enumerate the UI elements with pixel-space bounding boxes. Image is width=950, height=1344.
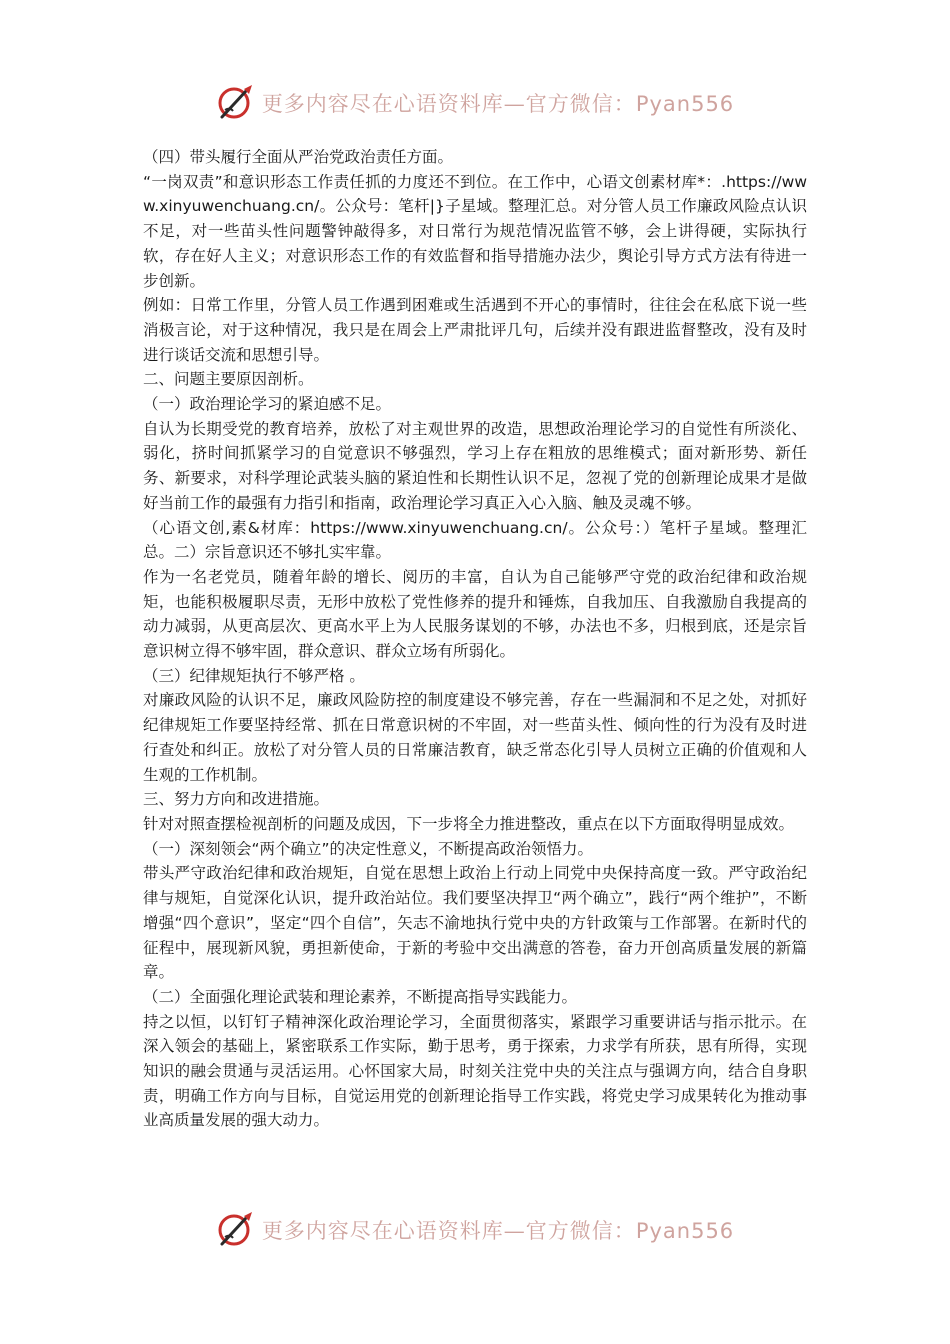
subsection-heading: （一）深刻领会“两个确立”的决定性意义，不断提高政治领悟力。: [143, 839, 594, 858]
paragraph: 持之以恒，以钉钉子精神深化政治理论学习，全面贯彻落实，紧跟学习重要讲话与指示批示。在深入领会的基础上，紧密联系工作实际，勤于思考，勇于探索，力求学有所获，思有所得，实现知识的融会贯通与灵活运用。心怀国家大局，时刻关注党中央的关注点与强调方向，结合自身职责，明确工作方向与目标，自觉运用党的创新理论指导工作实践，将党史学习成果转化为推动事业高质量发展的强大动力。: [143, 1012, 807, 1130]
header-watermark-banner: [0, 81, 950, 125]
section-heading: 二、问题主要原因剖析。: [143, 370, 314, 389]
paragraph: 例如：日常工作里，分管人员工作遇到困难或生活遇到不开心的事情时，往往会在私底下说一些消极言论，对于这种情况，我只是在周会上严肃批评几句，后续并没有跟进监督整改，没有及时进行谈话交流和思想引导。: [143, 296, 807, 364]
paragraph: 自认为长期受党的教育培养，放松了对主观世界的改造，思想政治理论学习的自觉性有所淡化、弱化，挤时间抓紧学习的自觉意识不够强烈，学习上存在粗放的思维模式；面对新形势、新任务、新要求，对科学理论武装头脑的紧迫性和长期性认识不足，忽视了党的创新理论成果才是做好当前工作的最强有力指引和指南，政治理论学习真正入心入脑、触及灵魂不够。: [143, 419, 807, 512]
section-heading: （四）带头履行全面从严治党政治责任方面。: [143, 148, 454, 166]
paragraph: 对廉政风险的认识不足，廉政风险防控的制度建设不够完善，存在一些漏洞和不足之处，对抓好纪律规矩工作要坚持经常、抓在日常意识树的不牢固，对一些苗头性、倾向性的行为没有及时进行查处和纠正。放松了对分管人员的日常廉洁教育，缺乏常态化引导人员树立正确的价值观和人生观的工作机制。: [143, 691, 807, 784]
subsection-heading: （一）政治理论学习的紧迫感不足。: [143, 395, 392, 414]
paragraph: 作为一名老党员，随着年龄的增长、阅历的丰富，自认为自己能够严守党的政治纪律和政治规矩，也能积极履职尽责，无形中放松了党性修养的提升和锤炼，自我加压、自我激励自我提高的动力减弱，从更高层次、更高水平上为人民服务谋划的不够，办法也不多，归根到底，还是宗旨意识树立得不够牢固，群众意识、群众立场有所弱化。: [143, 567, 807, 661]
paragraph: 针对对照查摆检视剖析的问题及成因，下一步将全力推进整改，重点在以下方面取得明显成效。: [143, 814, 795, 833]
brush-logo-icon: [216, 1210, 256, 1250]
document-body: [143, 145, 807, 1133]
watermark-text: 更多内容尽在心语资料库—官方微信：Pyan556: [261, 92, 735, 116]
footer-watermark-banner: [0, 1208, 950, 1252]
paragraph: （心语文创,素&材库：https://www.xinyuwenchuang.cn/。公众号：）笔杆子星域。整理汇总。二）宗旨意识还不够扎实牢靠。: [143, 518, 807, 562]
watermark-text: 更多内容尽在心语资料库—官方微信：Pyan556: [261, 1219, 735, 1243]
paragraph: “一岗双责”和意识形态工作责任抓的力度还不到位。在工作中，心语文创素材库*：.https://www.xinyuwenchuang.cn/。公众号：笔杆|}子星域。整理汇总。对分管人员工作廉政风险点认识不足，对一些苗头性问题警钟敲得多，对日常行为规范情况监管不够，会上讲得硬，实际执行软，存在好人主义；对意识形态工作的有效监督和指导措施办法少，舆论引导方式方法有待进一步创新。: [143, 172, 807, 290]
section-heading: 三、努力方向和改进措施。: [143, 790, 330, 809]
subsection-heading: （三）纪律规矩执行不够严格 。: [143, 666, 365, 685]
brush-logo-icon: [216, 83, 256, 123]
subsection-heading: （二）全面强化理论武装和理论素养，不断提高指导实践能力。: [143, 987, 578, 1006]
paragraph: 带头严守政治纪律和政治规矩，自觉在思想上政治上行动上同党中央保持高度一致。严守政治纪律与规矩，自觉深化认识，提升政治站位。我们要坚决捍卫“两个确立”，践行“两个维护”，不断增强“四个意识”，坚定“四个自信”，矢志不渝地执行党中央的方针政策与工作部署。在新时代的征程中，展现新风貌，勇担新使命，于新的考验中交出满意的答卷，奋力开创高质量发展的新篇章。: [143, 864, 807, 982]
